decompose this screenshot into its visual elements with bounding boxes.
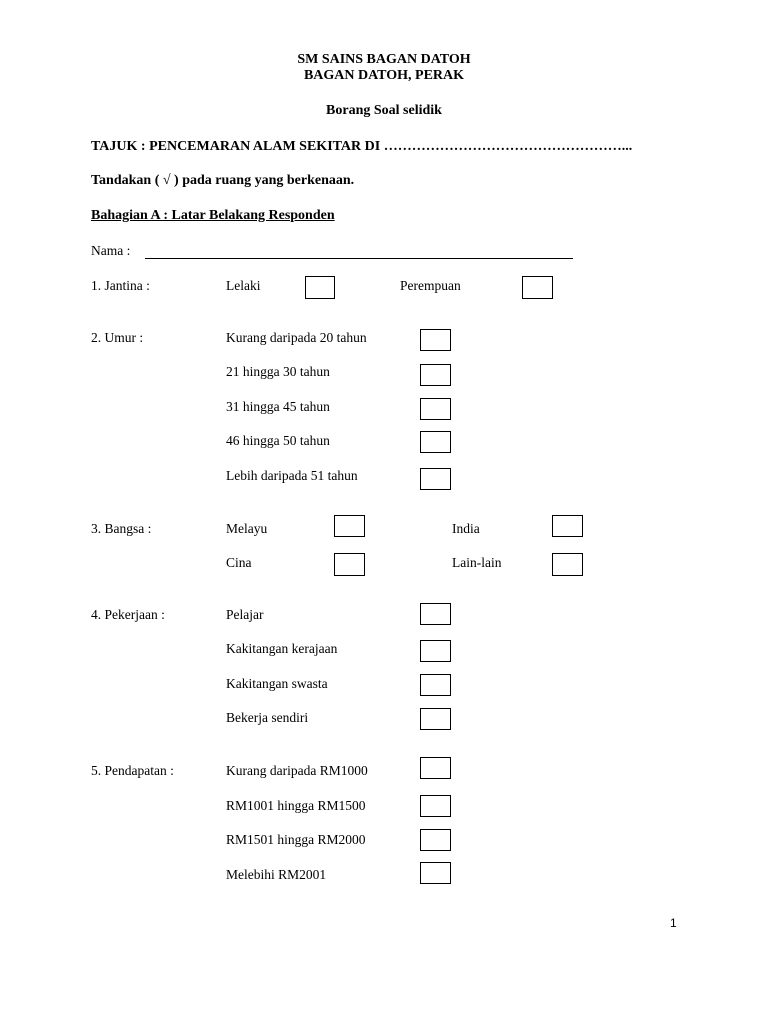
- topic-blank: ……………………………………………...: [383, 139, 633, 154]
- instruction: Tandakan ( √ ) pada ruang yang berkenaan.: [91, 173, 355, 188]
- school-location: BAGAN DATOH, PERAK: [303, 68, 465, 83]
- checkbox-malay[interactable]: [334, 515, 365, 537]
- checkbox-income-1501-2000[interactable]: [420, 829, 451, 851]
- form-title: Borang Soal selidik: [326, 103, 442, 118]
- option-age-21-30-label: 21 hingga 30 tahun: [226, 364, 330, 379]
- checkbox-india[interactable]: [552, 515, 583, 537]
- option-female-label: Perempuan: [400, 278, 461, 293]
- option-government-label: Kakitangan kerajaan: [226, 641, 338, 656]
- section-a-title: Bahagian A : Latar Belakang Responden: [91, 208, 335, 223]
- checkbox-age-31-45[interactable]: [420, 398, 451, 420]
- option-self-employed-label: Bekerja sendiri: [226, 710, 309, 725]
- question-race-label: 3. Bangsa :: [91, 521, 152, 536]
- option-male-label: Lelaki: [226, 278, 261, 293]
- topic-label: TAJUK : PENCEMARAN ALAM SEKITAR DI: [91, 139, 381, 154]
- option-age-over-51-label: Lebih daripada 51 tahun: [226, 468, 358, 483]
- question-age-label: 2. Umur :: [91, 330, 144, 345]
- option-india-label: India: [452, 521, 480, 536]
- checkbox-income-under-1000[interactable]: [420, 757, 451, 779]
- question-occupation-label: 4. Pekerjaan :: [91, 607, 165, 622]
- checkbox-income-over-2001[interactable]: [420, 862, 451, 884]
- option-income-1501-2000-label: RM1501 hingga RM2000: [226, 832, 366, 847]
- option-age-under-20-label: Kurang daripada 20 tahun: [226, 330, 367, 345]
- checkbox-self-employed[interactable]: [420, 708, 451, 730]
- checkbox-government[interactable]: [420, 640, 451, 662]
- question-income-label: 5. Pendapatan :: [91, 763, 174, 778]
- topic-line: [91, 140, 632, 154]
- checkbox-income-1001-1500[interactable]: [420, 795, 451, 817]
- option-student-label: Pelajar: [226, 607, 264, 622]
- option-private-label: Kakitangan swasta: [226, 676, 328, 691]
- option-income-over-2001-label: Melebihi RM2001: [226, 867, 327, 882]
- checkbox-male[interactable]: [305, 276, 335, 299]
- checkbox-age-21-30[interactable]: [420, 364, 451, 386]
- option-others-label: Lain-lain: [452, 555, 502, 570]
- checkbox-others[interactable]: [552, 553, 583, 576]
- option-income-1001-1500-label: RM1001 hingga RM1500: [226, 798, 366, 813]
- name-field[interactable]: [145, 258, 573, 259]
- page-number: 1: [670, 916, 677, 930]
- checkbox-age-over-51[interactable]: [420, 468, 451, 490]
- option-chinese-label: Cina: [226, 555, 252, 570]
- option-age-46-50-label: 46 hingga 50 tahun: [226, 433, 330, 448]
- option-malay-label: Melayu: [226, 521, 268, 536]
- checkbox-age-under-20[interactable]: [420, 329, 451, 351]
- checkbox-chinese[interactable]: [334, 553, 365, 576]
- school-name: SM SAINS BAGAN DATOH: [297, 52, 471, 67]
- question-gender-label: 1. Jantina :: [91, 278, 150, 293]
- checkbox-student[interactable]: [420, 603, 451, 625]
- checkbox-female[interactable]: [522, 276, 553, 299]
- name-label: Nama :: [91, 243, 131, 258]
- checkbox-age-46-50[interactable]: [420, 431, 451, 453]
- checkbox-private[interactable]: [420, 674, 451, 696]
- option-income-under-1000-label: Kurang daripada RM1000: [226, 763, 368, 778]
- option-age-31-45-label: 31 hingga 45 tahun: [226, 399, 330, 414]
